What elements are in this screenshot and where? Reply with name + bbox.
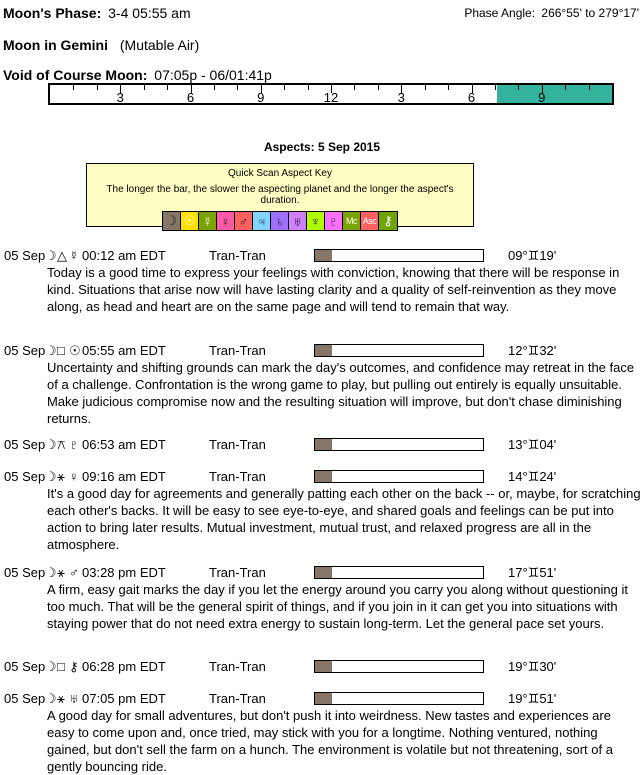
timeline-tick: [214, 85, 215, 90]
phase-angle-value: 266°55' to 279°17': [541, 6, 639, 20]
duration-bar-fill: [315, 661, 332, 672]
entry-type: Tran-Tran: [209, 565, 266, 580]
timeline-tick: [308, 85, 309, 90]
aspect-entry: [0, 343, 644, 427]
moon-sign-row: [3, 37, 199, 53]
aspect-icon: ⚻: [57, 437, 66, 452]
timeline-tick: [284, 85, 285, 90]
duration-bar-fill: [315, 439, 332, 450]
duration-bar-fill: [315, 471, 332, 482]
entry-date: 05 Sep: [4, 469, 46, 484]
duration-bar-fill: [315, 567, 332, 578]
aspect-entry-header: [0, 691, 644, 707]
entry-time: 07:05 pm EDT: [82, 691, 166, 706]
timeline-label: 3: [397, 90, 405, 105]
duration-bar: [314, 660, 484, 673]
aspect-entry: [0, 248, 644, 315]
aspect-entry-header: [0, 469, 644, 485]
planet1-icon: ☽: [45, 565, 57, 580]
void-period-fill: [497, 85, 612, 103]
planet1-icon: ☽: [45, 659, 57, 674]
entry-position: 09°♊19': [508, 248, 557, 263]
timeline-tick: [237, 85, 238, 90]
key-ascendant-icon: Asc: [361, 212, 379, 230]
timeline-tick: [589, 85, 590, 90]
aspect-entry: [0, 659, 644, 675]
timeline-label: 6: [467, 90, 476, 105]
entry-time: 05:55 am EDT: [82, 343, 166, 358]
aspect-interpretation: Uncertainty and shifting grounds can mark the day's outcomes, and confidence may retreat in the face of a challenge. Confrontation is the wrong game to play, but pulling out entirely is equally unsuitable. Make judicious compromise now and the resulting situation will improve, but don't chase diminishing returns.: [47, 360, 635, 426]
phase-angle: [464, 6, 639, 20]
planet2-icon: ☉: [69, 343, 81, 358]
moon-sign-label: Moon in Gemini: [3, 37, 108, 53]
planet1-icon: ☽: [45, 469, 57, 484]
void-value: 07:05p - 06/01:41p: [154, 67, 272, 83]
key-midheaven-icon: Mc: [343, 212, 361, 230]
duration-bar-fill: [315, 250, 332, 261]
key-jupiter-icon: ♃: [253, 212, 271, 230]
entry-time: 06:28 pm EDT: [82, 659, 166, 674]
aspect-interpretation: Today is a good time to express your feelings with conviction, knowing that there will be response in kind. Situations that arise now will have lasting clarity and a quality of self-reinvention as they move along, as head and heart are on the same page and will tend to remain that way.: [47, 265, 620, 314]
duration-bar: [314, 438, 484, 451]
entry-type: Tran-Tran: [209, 659, 266, 674]
void-label: Void of Course Moon:: [3, 67, 148, 83]
timeline-tick: [425, 85, 426, 90]
key-saturn-icon: ♄: [271, 212, 289, 230]
aspect-entry-header: [0, 565, 644, 581]
moon-phase-row: [3, 5, 191, 21]
timeline-tick: [495, 85, 496, 90]
phase-angle-label: Phase Angle:: [464, 6, 536, 20]
aspect-key-strip: [162, 211, 398, 231]
moon-phase-value: 3-4 05:55 am: [108, 5, 191, 21]
aspect-key-description: The longer the bar, the slower the aspecting planet and the longer the aspect's duration.: [106, 184, 454, 206]
entry-date: 05 Sep: [4, 248, 46, 263]
aspect-entry-header: [0, 437, 644, 453]
planet2-icon: ♀: [69, 469, 79, 484]
entry-position: 19°♊51': [508, 691, 557, 706]
timeline-tick: [97, 85, 98, 90]
entry-type: Tran-Tran: [209, 469, 266, 484]
duration-bar: [314, 249, 484, 262]
timeline-label: 3: [116, 90, 124, 105]
aspect-entry-header: [0, 343, 644, 359]
key-sun-icon: ☉: [181, 212, 199, 230]
entry-type: Tran-Tran: [209, 691, 266, 706]
entry-date: 05 Sep: [4, 659, 46, 674]
entry-type: Tran-Tran: [209, 437, 266, 452]
void-of-course-timeline: [48, 83, 614, 105]
planet2-icon: ⚷: [69, 659, 79, 674]
aspect-icon: ⚹: [57, 565, 65, 580]
entry-time: 00:12 am EDT: [82, 248, 166, 263]
key-pluto-icon: ♇: [325, 212, 343, 230]
duration-bar-fill: [315, 693, 332, 704]
entry-position: 14°♊24': [508, 469, 557, 484]
aspect-interpretation: A good day for small adventures, but don't push it into weirdness. New tastes and experiences are easy to come upon and, once tried, may stick with you for a longtime. Nothing ventured, nothing gained, but don't sell the farm on a hunch. The environment is volatile but not threatening, sort of a gently bouncing ride.: [47, 708, 613, 774]
key-venus-icon: ♀: [217, 212, 235, 230]
aspect-entry: [0, 437, 644, 453]
timeline-label: 9: [257, 90, 265, 105]
entry-time: 06:53 am EDT: [82, 437, 166, 452]
duration-bar: [314, 470, 484, 483]
aspect-entry: [0, 565, 644, 632]
aspect-icon: □: [57, 659, 65, 674]
timeline-tick: [167, 85, 168, 90]
aspect-entry-header: [0, 659, 644, 675]
entry-position: 19°♊30': [508, 659, 557, 674]
entry-position: 17°♊51': [508, 565, 557, 580]
aspect-interpretation: A firm, easy gait marks the day if you let the energy around you carry you along without questioning it too much. That will be the general spirit of things, and if you join in it can get you into situations with staying power that do not need extra energy to sustain long-term. Let the general pace set yours.: [47, 582, 628, 631]
planet1-icon: ☽: [45, 691, 57, 706]
aspect-interpretation: It's a good day for agreements and generally patting each other on the back -- or, maybe, for scratching each other's backs. It will be easy to see eye-to-eye, and shared goals and feelings can be put into action to bring later results. Mutual investment, mutual trust, and relaxed progress are all in the atmosphere.: [47, 486, 641, 552]
moon-sign-quality: (Mutable Air): [119, 37, 200, 53]
planet2-icon: ☿: [69, 248, 79, 263]
entry-time: 09:16 am EDT: [82, 469, 166, 484]
timeline-tick: [354, 85, 355, 90]
entry-date: 05 Sep: [4, 343, 46, 358]
planet1-icon: ☽: [45, 248, 57, 263]
moon-phase-label: Moon's Phase:: [3, 5, 102, 21]
timeline-tick: [448, 85, 449, 90]
aspect-entry-header: [0, 248, 644, 264]
entry-date: 05 Sep: [4, 437, 46, 452]
aspect-key-title: Quick Scan Aspect Key: [228, 168, 332, 179]
key-uranus-icon: ♅: [289, 212, 307, 230]
void-of-course-row: [3, 67, 272, 83]
aspects-title: Aspects: 5 Sep 2015: [263, 140, 381, 154]
planet2-icon: ♂: [69, 565, 79, 580]
entry-type: Tran-Tran: [209, 248, 266, 263]
entry-date: 05 Sep: [4, 565, 46, 580]
timeline-label: 6: [186, 90, 195, 105]
key-neptune-icon: ♆: [307, 212, 325, 230]
timeline-tick: [73, 85, 74, 90]
aspect-icon: □: [57, 343, 65, 358]
planet1-icon: ☽: [45, 343, 57, 358]
timeline-tick: [378, 85, 379, 90]
key-chiron-icon: ⚷: [379, 212, 397, 230]
entry-position: 13°♊04': [508, 437, 557, 452]
timeline-tick: [518, 85, 519, 90]
key-mercury-icon: ☿: [199, 212, 217, 230]
aspect-key-box: [86, 163, 474, 227]
entry-type: Tran-Tran: [209, 343, 266, 358]
planet1-icon: ☽: [45, 437, 57, 452]
key-moon-icon: ☽: [163, 212, 181, 230]
duration-bar: [314, 566, 484, 579]
timeline-tick: [565, 85, 566, 90]
aspect-icon: ⚹: [57, 691, 65, 706]
timeline-label: 12: [323, 90, 339, 105]
aspect-icon: △: [57, 248, 67, 263]
key-mars-icon: ♂: [235, 212, 253, 230]
planet2-icon: ♇: [69, 437, 79, 452]
duration-bar-fill: [315, 345, 332, 356]
entry-position: 12°♊32': [508, 343, 557, 358]
entry-date: 05 Sep: [4, 691, 46, 706]
aspect-icon: ⚹: [57, 469, 65, 484]
timeline-tick: [144, 85, 145, 90]
duration-bar: [314, 692, 484, 705]
duration-bar: [314, 344, 484, 357]
entry-time: 03:28 pm EDT: [82, 565, 166, 580]
timeline-label: 9: [538, 90, 546, 105]
planet2-icon: ♅: [69, 691, 79, 706]
aspect-entry: [0, 691, 644, 775]
aspect-entry: [0, 469, 644, 553]
